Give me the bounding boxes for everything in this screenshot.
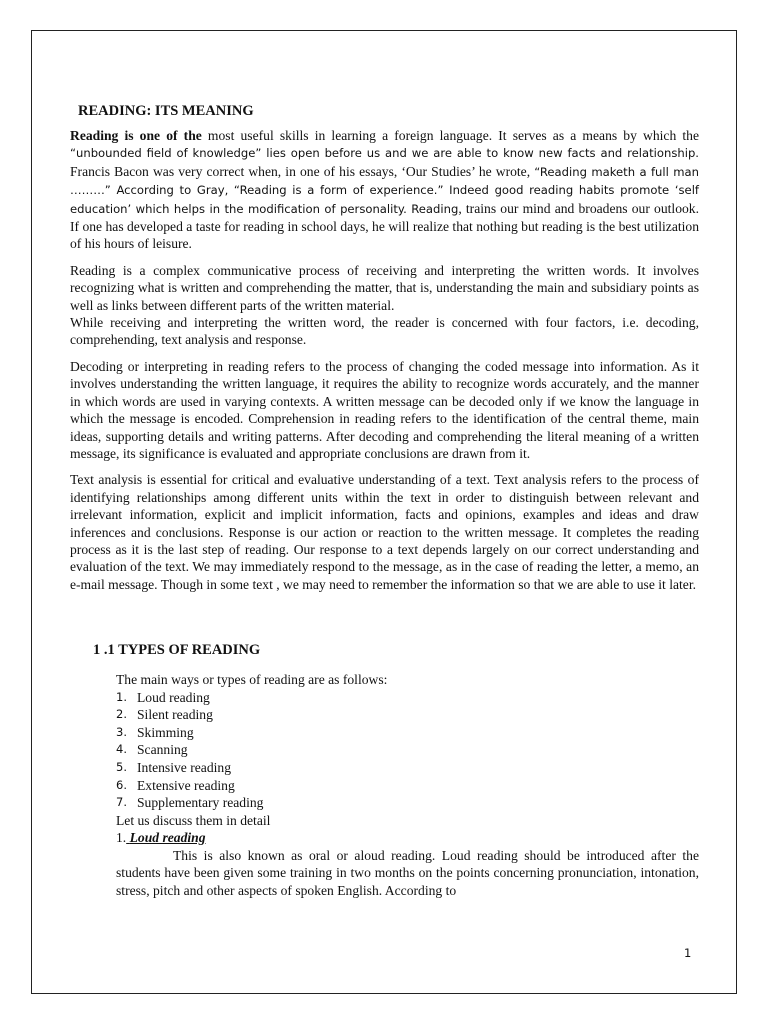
list-item: 5. Intensive reading — [116, 759, 231, 775]
list-item: 2. Silent reading — [116, 707, 213, 723]
paragraph-5: Text analysis is essential for critical and evaluative understanding of a text. Text analysis refers to the process of identifying relationships among different units within the text in order to distinguish between relevant and irrelevant information, explicit and implicit information, facts and opinions, examples and ideas and draw inferences and conclusions. Response is our action or reaction to the written message. It completes the reading process as it is the last step of reading. Our response to a text depends largely on our correct understanding and evaluation of the text. We may immediately respond to the message, as in the case of reading the letter, a memo, an e-mail message. Though in some text , we may need to remember the information so that we are able to use it later. — [70, 472, 699, 592]
types-list — [116, 689, 699, 812]
types-section — [116, 671, 699, 899]
loud-reading-title: 1. Loud reading — [116, 830, 206, 846]
list-item: 1. Loud reading — [116, 689, 210, 705]
paragraph-4: Decoding or interpreting in reading refers to the process of changing the coded message into information. As it involves understanding the written language, it requires the ability to recognize words accurately, and the manner in which words are used in varying contexts. A written message can be decoded only if we know the language in which the message is encoded. Comprehension in reading refers to the identification of the central theme, main ideas, supporting details and writing patterns. After decoding and comprehending the literal meaning of a written message, its significance is evaluated and appropriate conclusions are drawn from it. — [70, 358, 699, 461]
page-number: 1 — [684, 946, 692, 960]
loud-reading-text: This is also known as oral or aloud reading. Loud reading should be introduced after the students have been given some training in two months on the points concerning pronunciation, intonation, stress, pitch and other aspects of spoken English. According to — [116, 847, 699, 898]
paragraph-2: Reading is a complex communicative process of receiving and interpreting the written words. It involves recognizing what is written and comprehending the matter, that is, understanding the main and subsidiary points as well as links between different parts of the written material. — [70, 262, 699, 313]
paragraph-1-lead: Reading is one of the — [70, 128, 202, 143]
list-item: 6. Extensive reading — [116, 777, 235, 793]
paragraph-1: Reading is one of the most useful skills in learning a foreign language. It serves as a means by which the “unbounded field of knowledge” lies open before us and we are able to know new facts and relationship. Francis Bacon was very correct when, in one of his essays, ‘Our Studies’ he wrote, “Reading maketh a full man ………” According to Gray, “Reading is a form of experience.” Indeed good reading habits promote ‘self education’ which helps in the modification of personality. Reading, trains our mind and broadens our outlook. If one has developed a taste for reading in school days, he will realize that nothing but reading is the best utilization of his hours of leisure. — [70, 128, 699, 252]
paragraph-3: While receiving and interpreting the written word, the reader is concerned with four factors, i.e. decoding, comprehending, text analysis and response. — [70, 315, 699, 348]
document-body — [70, 103, 699, 899]
types-intro: The main ways or types of reading are as follows: — [116, 672, 388, 688]
list-item: 3. Skimming — [116, 724, 194, 740]
section-heading: 1 .1 TYPES OF READING — [93, 642, 261, 659]
list-item: 7. Supplementary reading — [116, 795, 264, 811]
page-title: READING: ITS MEANING — [78, 103, 254, 119]
discuss-line: Let us discuss them in detail — [116, 812, 271, 828]
list-item: 4. Scanning — [116, 742, 188, 758]
